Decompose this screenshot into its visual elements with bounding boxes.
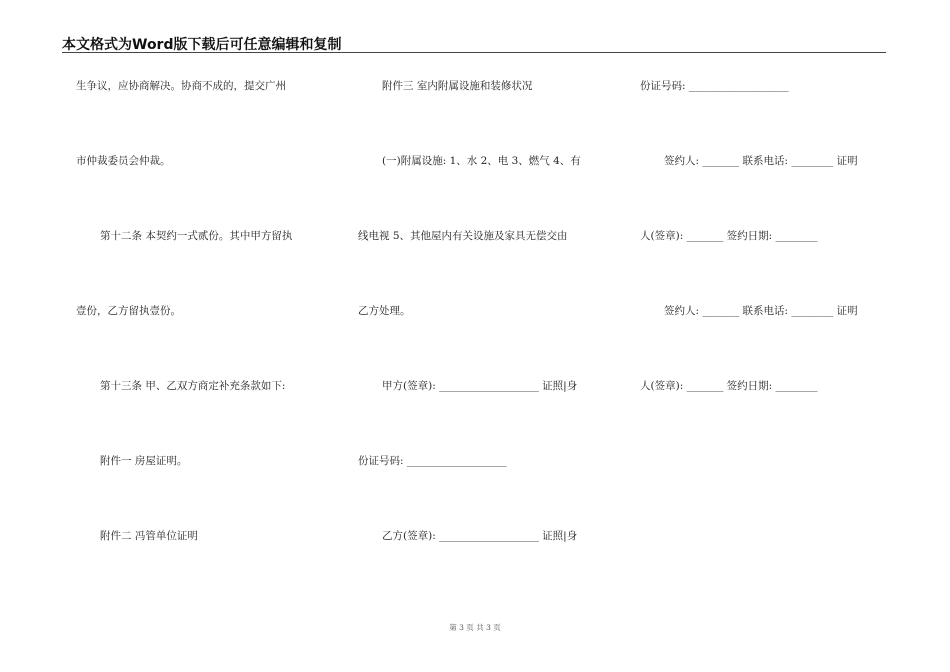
text-column-left xyxy=(76,0,336,672)
text-line: 乙方(签章): ___________________ 证照|身 xyxy=(382,530,578,542)
text-column-right xyxy=(640,0,890,672)
text-line: 附件三 室内附属设施和装修状况 xyxy=(382,80,533,92)
text-line: 壹份，乙方留执壹份。 xyxy=(76,305,181,317)
text-line: 线电视 5、其他屋内有关设施及家具无偿交由 xyxy=(358,230,568,242)
text-line: 附件一 房屋证明。 xyxy=(100,455,188,467)
page-number-footer: 第 3 页 共 3 页 xyxy=(449,623,501,632)
text-line: 乙方处理。 xyxy=(358,305,411,317)
text-line: 第十二条 本契约一式贰份。其中甲方留执 xyxy=(100,230,293,242)
document-header-title: 本文格式为Word版下载后可任意编辑和复制 xyxy=(62,37,342,53)
text-line: 附件二 冯管单位证明 xyxy=(100,530,198,542)
text-line: 份证号码: ___________________ xyxy=(640,80,789,92)
text-line: 签约人: _______ 联系电话: ________ 证明 xyxy=(664,305,858,317)
text-line: 份证号码: ___________________ xyxy=(358,455,507,467)
text-column-middle xyxy=(358,0,613,672)
text-line: 人(签章): _______ 签约日期: ________ xyxy=(640,380,818,392)
text-line: 市仲裁委员会仲裁。 xyxy=(76,155,171,167)
text-line: 签约人: _______ 联系电话: ________ 证明 xyxy=(664,155,858,167)
text-line: 生争议，应协商解决。协商不成的，提交广州 xyxy=(76,80,286,92)
text-line: 人(签章): _______ 签约日期: ________ xyxy=(640,230,818,242)
text-line: 甲方(签章): ___________________ 证照|身 xyxy=(382,380,578,392)
text-line: 第十三条 甲、乙双方商定补充条款如下: xyxy=(100,380,286,392)
text-line: (一)附属设施: 1、水 2、电 3、燃气 4、有 xyxy=(382,155,581,167)
